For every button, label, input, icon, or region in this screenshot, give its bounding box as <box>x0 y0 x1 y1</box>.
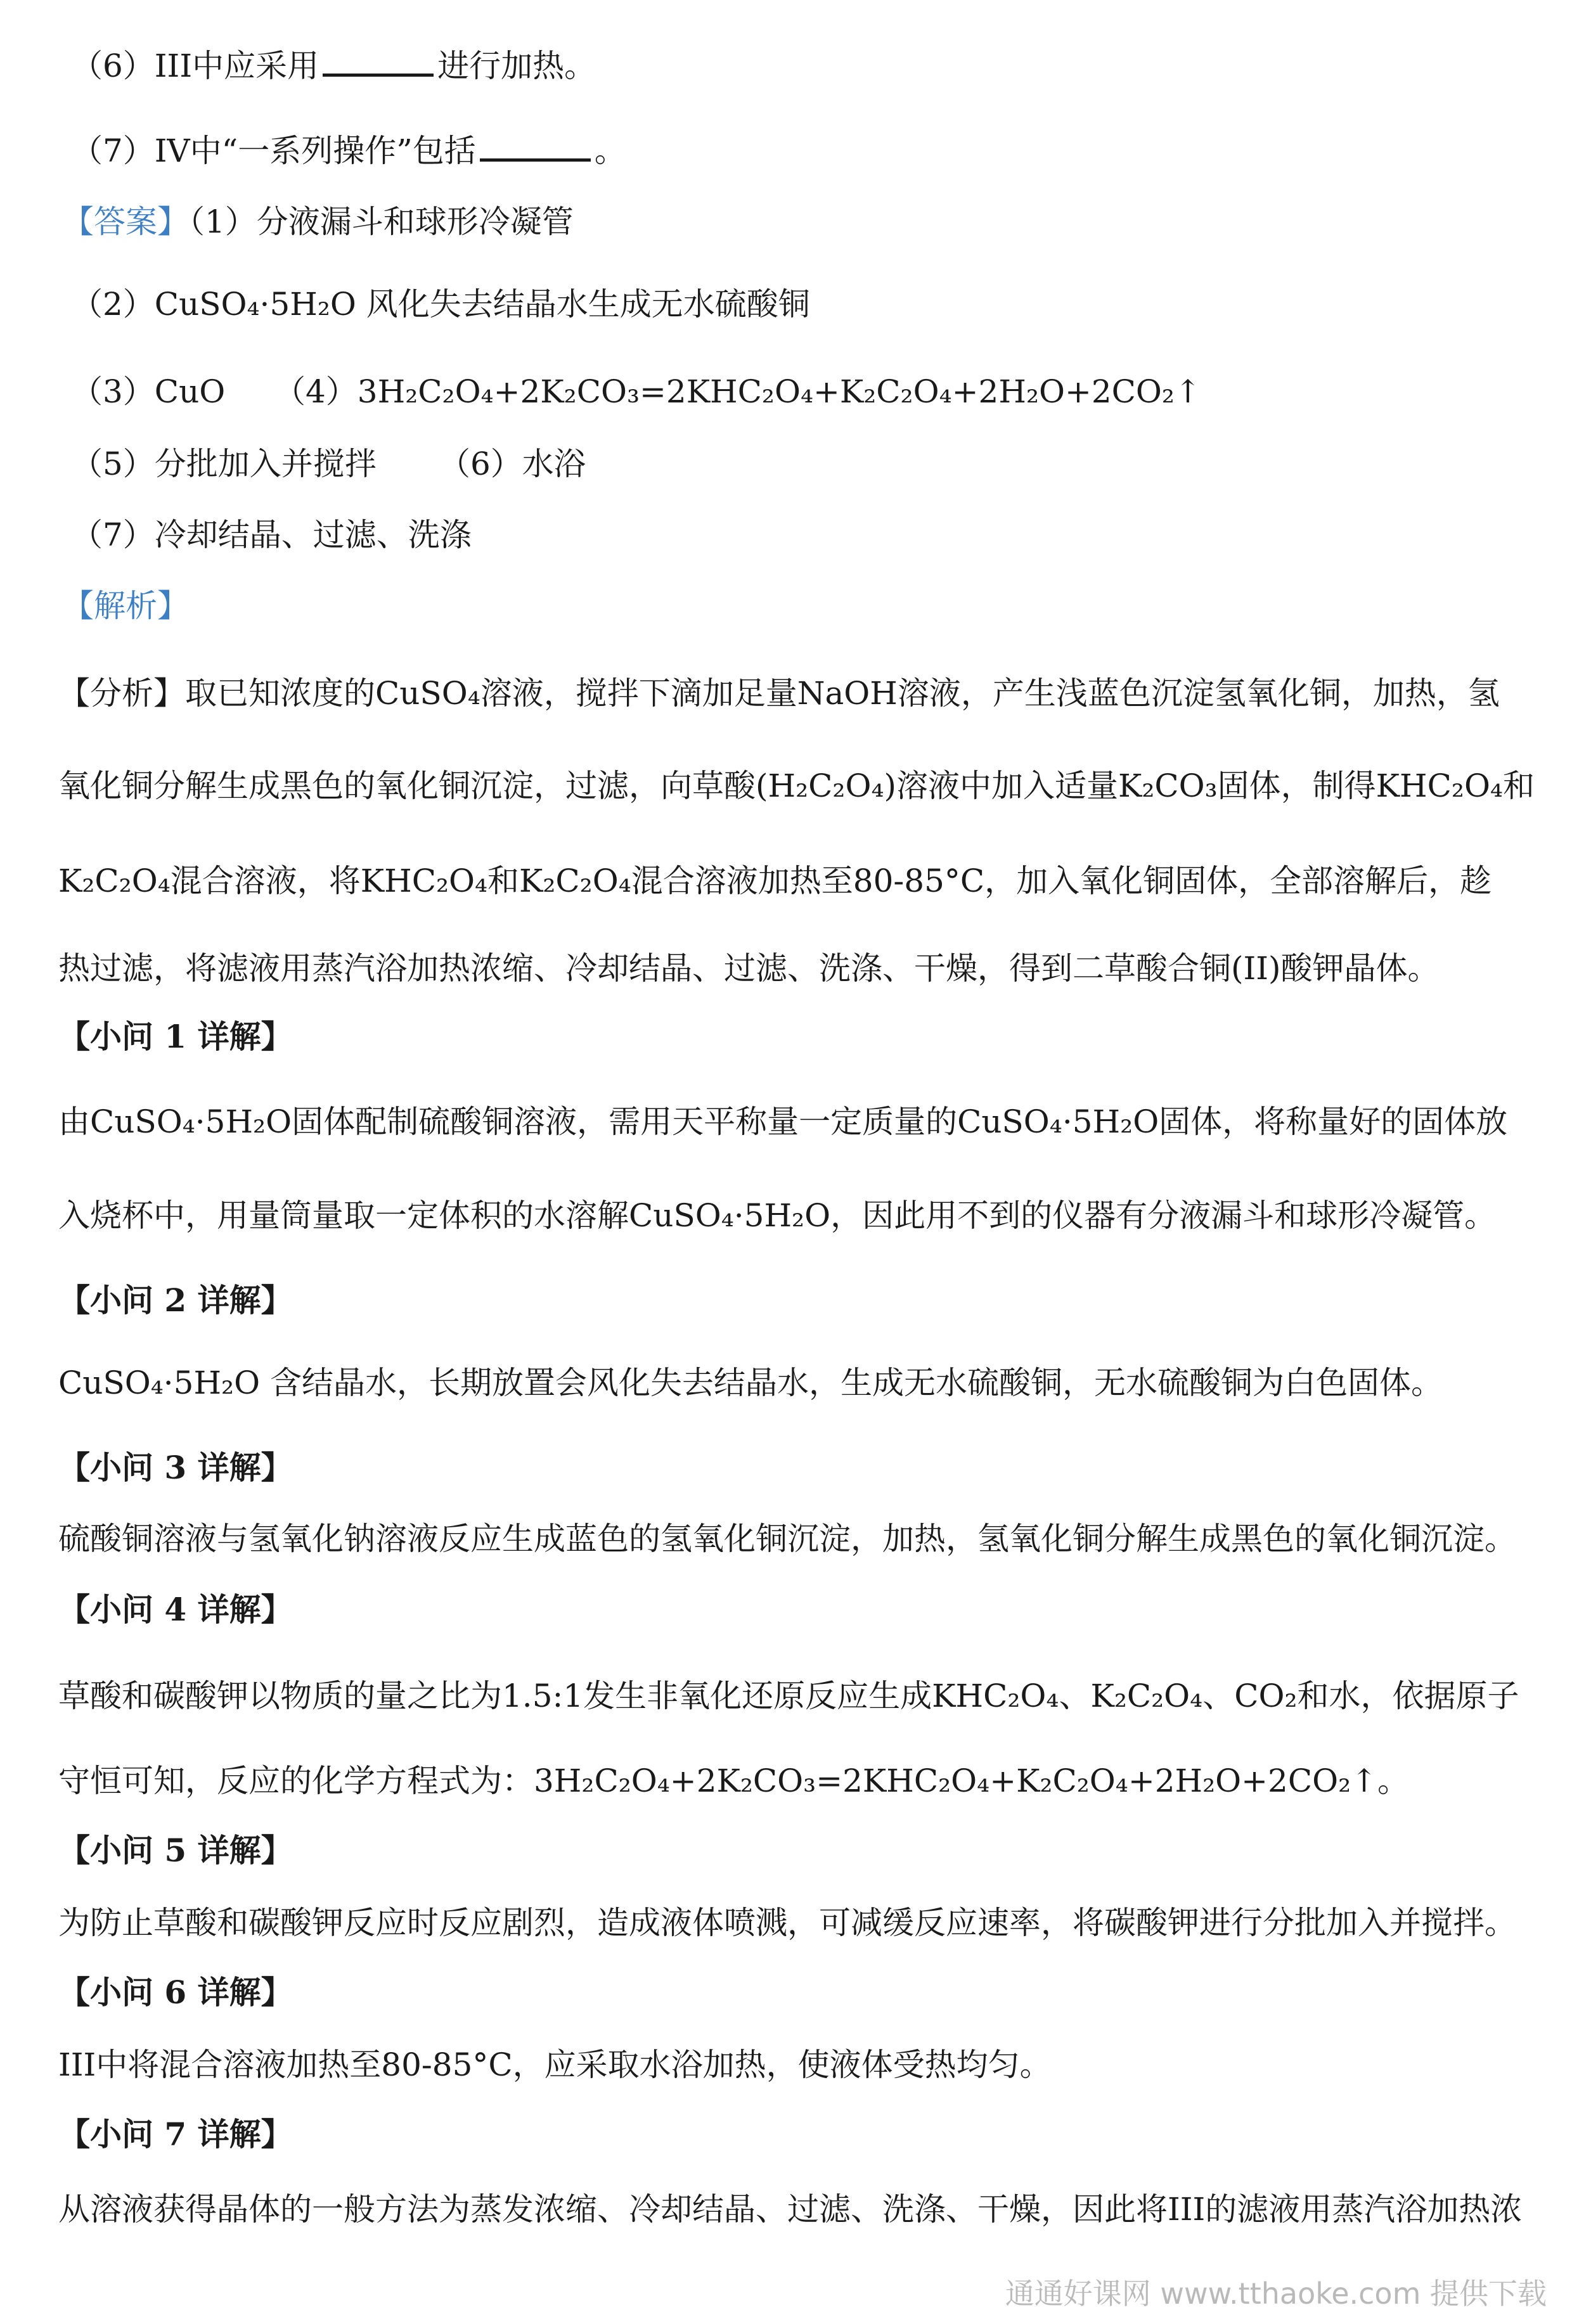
answer-blank <box>323 48 434 77</box>
sub-question-1-line: 入烧杯中，用量筒量取一定体积的水溶解CuSO₄·5H₂O，因此用不到的仪器有分液漏斗和球形冷凝管。 <box>58 1197 1497 1234</box>
answer-tag: 【答案】 <box>62 203 189 240</box>
sub-question-5-heading: 【小问 5 详解】 <box>58 1832 293 1869</box>
question-7-text: （7）IV中“一系列操作”包括 <box>71 132 476 169</box>
analysis-line: 热过滤，将滤液用蒸汽浴加热浓缩、冷却结晶、过滤、洗涤、干燥，得到二草酸合铜(II)酸钾晶体。 <box>58 950 1440 987</box>
question-7 <box>71 131 1547 171</box>
question-6-text: （6）III中应采用 <box>71 48 319 84</box>
sub-question-5-line: 为防止草酸和碳酸钾反应时反应剧烈，造成液体喷溅，可减缓反应速率，将碳酸钾进行分批加入并搅拌。 <box>58 1904 1516 1941</box>
question-6-tail: 进行加热。 <box>437 48 596 84</box>
answer-5: （5）分批加入并搅拌 <box>71 446 377 482</box>
watermark: 通通好课网 www.tthaoke.com 提供下载 <box>1005 2276 1547 2311</box>
sub-question-7-heading: 【小问 7 详解】 <box>58 2115 293 2153</box>
sub-question-6-line: III中将混合溶液加热至80-85°C，应采取水浴加热，使液体受热均匀。 <box>58 2046 1052 2083</box>
sub-question-1-heading: 【小问 1 详解】 <box>58 1018 293 1055</box>
sub-question-2-heading: 【小问 2 详解】 <box>58 1281 293 1319</box>
answer-line-3-4 <box>71 371 1547 412</box>
sub-question-3-line: 硫酸铜溶液与氢氧化钠溶液反应生成蓝色的氢氧化铜沉淀，加热，氢氧化铜分解生成黑色的氧化铜沉淀。 <box>58 1520 1516 1557</box>
sub-question-3-heading: 【小问 3 详解】 <box>58 1449 293 1486</box>
answer-7: （7）冷却结晶、过滤、洗涤 <box>71 517 472 553</box>
analysis-line: 氧化铜分解生成黑色的氧化铜沉淀，过滤，向草酸(H₂C₂O₄)溶液中加入适量K₂CO₃固体，制得KHC₂O₄和 <box>58 767 1535 804</box>
sub-question-1-line: 由CuSO₄·5H₂O固体配制硫酸铜溶液，需用天平称量一定质量的CuSO₄·5H₂O固体，将称量好的固体放 <box>58 1103 1508 1140</box>
sub-question-4-heading: 【小问 4 详解】 <box>58 1591 293 1628</box>
sub-question-4-line: 守恒可知，反应的化学方程式为：3H₂C₂O₄+2K₂CO₃=2KHC₂O₄+K₂C₂O₄+2H₂O+2CO₂↑。 <box>58 1762 1410 1799</box>
answer-6: （6）水浴 <box>439 446 586 482</box>
question-7-tail: 。 <box>594 132 626 169</box>
analysis-line: K₂C₂O₄混合溶液，将KHC₂O₄和K₂C₂O₄混合溶液加热至80-85°C，加入氧化铜固体，全部溶解后，趁 <box>58 863 1492 899</box>
answer-line-5-6 <box>71 444 1547 484</box>
sub-question-6-heading: 【小问 6 详解】 <box>58 1974 293 2011</box>
answer-line-1 <box>62 202 1547 242</box>
analysis-line: 【分析】取已知浓度的CuSO₄溶液，搅拌下滴加足量NaOH溶液，产生浅蓝色沉淀氢氧化铜，加热，氢 <box>58 675 1500 712</box>
question-6 <box>71 46 1547 86</box>
sub-question-7-line: 从溶液获得晶体的一般方法为蒸发浓缩、冷却结晶、过滤、洗涤、干燥，因此将III的滤液用蒸汽浴加热浓 <box>58 2191 1523 2228</box>
answer-4: （4）3H₂C₂O₄+2K₂CO₃=2KHC₂O₄+K₂C₂O₄+2H₂O+2CO₂↑ <box>274 373 1201 410</box>
answer-1: （1）分液漏斗和球形冷凝管 <box>189 203 574 240</box>
sub-question-2-line: CuSO₄·5H₂O 含结晶水，长期放置会风化失去结晶水，生成无水硫酸铜，无水硫酸铜为白色固体。 <box>58 1364 1443 1401</box>
analysis-tag: 【解析】 <box>62 587 189 624</box>
sub-question-4-line: 草酸和碳酸钾以物质的量之比为1.5:1发生非氧化还原反应生成KHC₂O₄、K₂C₂O₄、CO₂和水，依据原子 <box>58 1678 1519 1714</box>
answer-2: （2）CuSO₄·5H₂O 风化失去结晶水生成无水硫酸铜 <box>71 286 810 323</box>
answer-blank <box>480 133 591 162</box>
answer-3: （3）CuO <box>71 373 226 410</box>
